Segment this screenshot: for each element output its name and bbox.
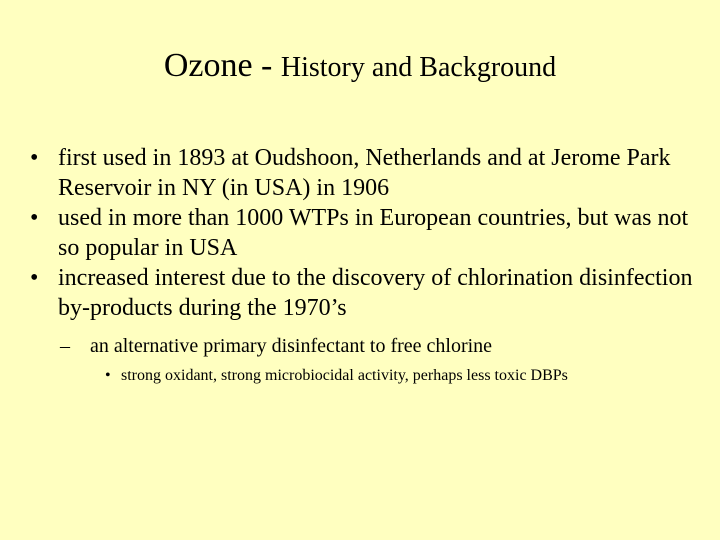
sub-bullet-text: an alternative primary disinfectant to free chlorine (90, 335, 493, 357)
bullet-icon: • (30, 145, 39, 171)
bullet-text: used in more than 1000 WTPs in European countries, but was not so popular in USA (58, 205, 689, 261)
title-main: Ozone - (163, 47, 281, 84)
bullet-item (30, 143, 710, 203)
sub-sub-bullet-text: strong oxidant, strong microbiocidal activity, perhaps less toxic DBPs (121, 367, 568, 384)
sub-bullet-item (60, 333, 710, 359)
slide-body (30, 143, 710, 387)
bullet-icon: • (30, 265, 39, 291)
sub-sub-bullet-item (105, 365, 710, 387)
title-rest: History and Background (280, 52, 557, 83)
bullet-item (30, 203, 710, 263)
bullet-icon: • (30, 205, 39, 231)
dash-icon: – (60, 335, 70, 357)
bullet-text: first used in 1893 at Oudshoon, Netherlands and at Jerome Park Reservoir in NY (in USA) in 1906 (58, 145, 671, 201)
bullet-text: increased interest due to the discovery of chlorination disinfection by-products during the 1970’s (58, 265, 693, 321)
slide-title (0, 46, 720, 92)
bullet-item (30, 263, 710, 323)
bullet-icon: • (105, 367, 111, 384)
